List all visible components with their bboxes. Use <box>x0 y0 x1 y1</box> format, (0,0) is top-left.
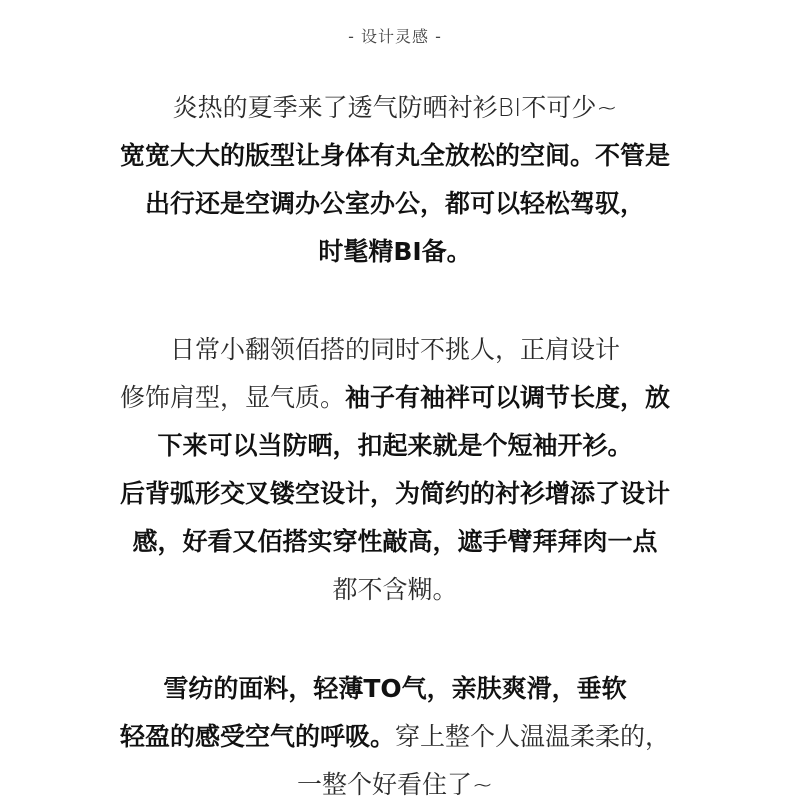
text-line: 感，好看又佰搭实穿性敲高，遮手臂拜拜肉一点 <box>132 527 658 556</box>
paragraph-fabric <box>0 665 790 809</box>
text-line: 后背弧形交叉镂空设计，为简约的衬衫增添了设计 <box>119 479 670 508</box>
text-segment: 修饰肩型，显气质。 <box>119 383 345 412</box>
paragraph-intro <box>0 84 790 276</box>
text-line: 都不含糊。 <box>332 575 458 604</box>
text-line: 炎热的夏季来了透气防晒衬衫BI不可少~ <box>172 93 618 122</box>
text-line <box>0 374 790 422</box>
text-line: 下来可以当防晒，扣起来就是个短袖开衫。 <box>157 431 633 460</box>
section-header: - 设计灵感 - <box>348 27 442 46</box>
text-line: 时髦精BI备。 <box>318 237 472 266</box>
paragraph-details <box>0 326 790 614</box>
text-segment: 袖子有袖袢可以调节长度，放 <box>345 383 671 412</box>
text-line: 宽宽大大的版型让身体有丸全放松的空间。不管是 <box>119 141 670 170</box>
text-line <box>0 713 790 761</box>
text-line: 雪纺的面料，轻薄TO气，亲肤爽滑，垂软 <box>163 674 627 703</box>
text-line: 一整个好看住了~ <box>297 770 493 799</box>
text-line: 日常小翻领佰搭的同时不挑人，正肩设计 <box>169 335 620 364</box>
text-segment: 轻盈的感受空气的呼吸。 <box>119 722 395 751</box>
text-line: 出行还是空调办公室办公，都可以轻松驾驭， <box>144 189 645 218</box>
text-segment: 穿上整个人温温柔柔的， <box>395 722 671 751</box>
